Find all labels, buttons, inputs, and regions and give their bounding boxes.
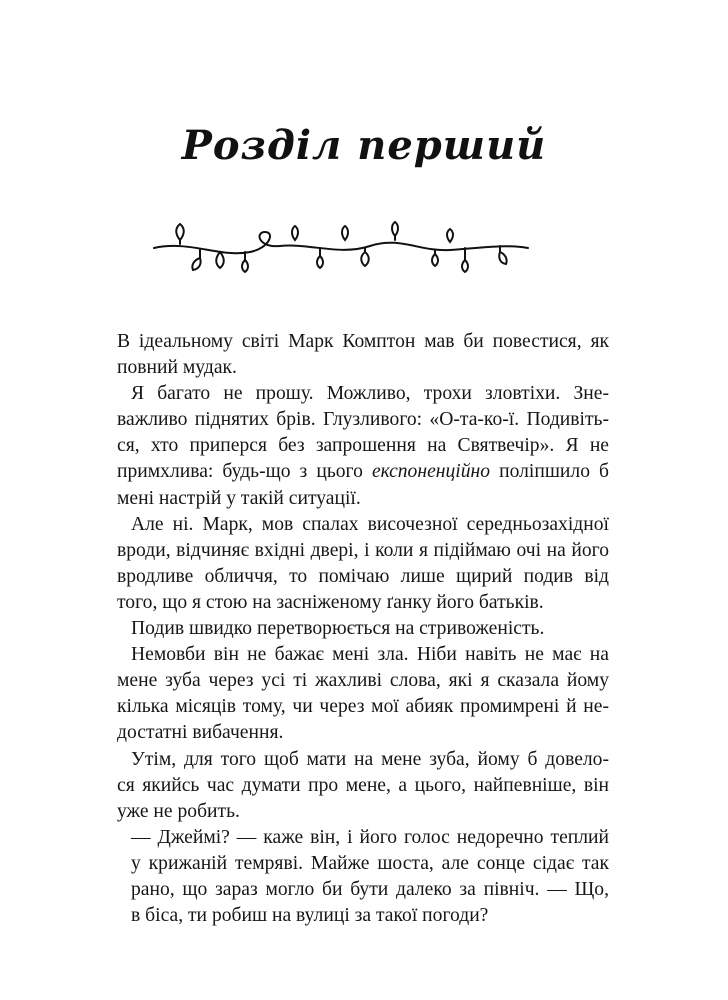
text-line: ся, хто приперся без запрошення на Святвечір». Я не: [117, 435, 609, 457]
text-line: повний мудак.: [117, 357, 237, 379]
text-line: Я багато не прошу. Можливо, трохи зловтіхи. Зне-: [131, 383, 609, 405]
text-line: — Джеймі? — каже він, і його голос недоречно теплий: [131, 826, 609, 848]
text-line: Але ні. Марк, мов спалах височезної середньозахідної: [131, 513, 609, 535]
text-line: ся якийсь час думати про мене, а цього, найпевніше, він: [117, 774, 609, 796]
text-line: уже не робить.: [117, 800, 240, 822]
text-line: в біса, ти робиш на вулиці за такої погоди?: [131, 905, 489, 927]
text-line: достатні вибачення.: [117, 722, 284, 744]
text-line: важливо піднятих брів. Глузливого: «О-та-ко-ї. Подивіть-: [117, 409, 609, 431]
text-span: поліпшило б: [490, 461, 609, 483]
text-line: мене зуба через усі ті жахливі слова, які я сказала йому: [117, 670, 609, 692]
chapter-body: [117, 329, 609, 929]
text-line: того, що я стою на засніженому ґанку його батьків.: [117, 591, 544, 613]
text-span: примхлива: будь-що з цього: [117, 461, 372, 483]
text-line: рано, що зараз могло би бути далеко за північ. — Що,: [131, 878, 609, 900]
text-line: вродливе обличчя, то помічаю лише щирий подив від: [117, 565, 609, 587]
emphasis-text: експоненційно: [371, 461, 491, 483]
text-line: вроди, відчиняє вхідні двері, і коли я підіймаю очі на його: [117, 539, 609, 561]
text-line: у крижаній темряві. Майже шоста, але сонце сідає так: [131, 852, 609, 874]
text-line: Немовби він не бажає мені зла. Ніби навіть не має на: [131, 644, 609, 666]
text-line: кілька місяців тому, чи через мої абияк промимрені й не-: [117, 696, 609, 718]
chapter-title: Розділ перший: [181, 122, 547, 169]
text-line: В ідеальному світі Марк Комптон мав би повестися, як: [117, 331, 609, 352]
string-lights-garland-icon: [150, 210, 530, 274]
text-line: мені настрій у такій ситуації.: [117, 487, 361, 509]
text-line: [117, 459, 609, 485]
text-line: Подив швидко перетворюється на стривоженість.: [131, 618, 545, 640]
text-line: Утім, для того щоб мати на мене зуба, йому б довело-: [131, 748, 609, 770]
